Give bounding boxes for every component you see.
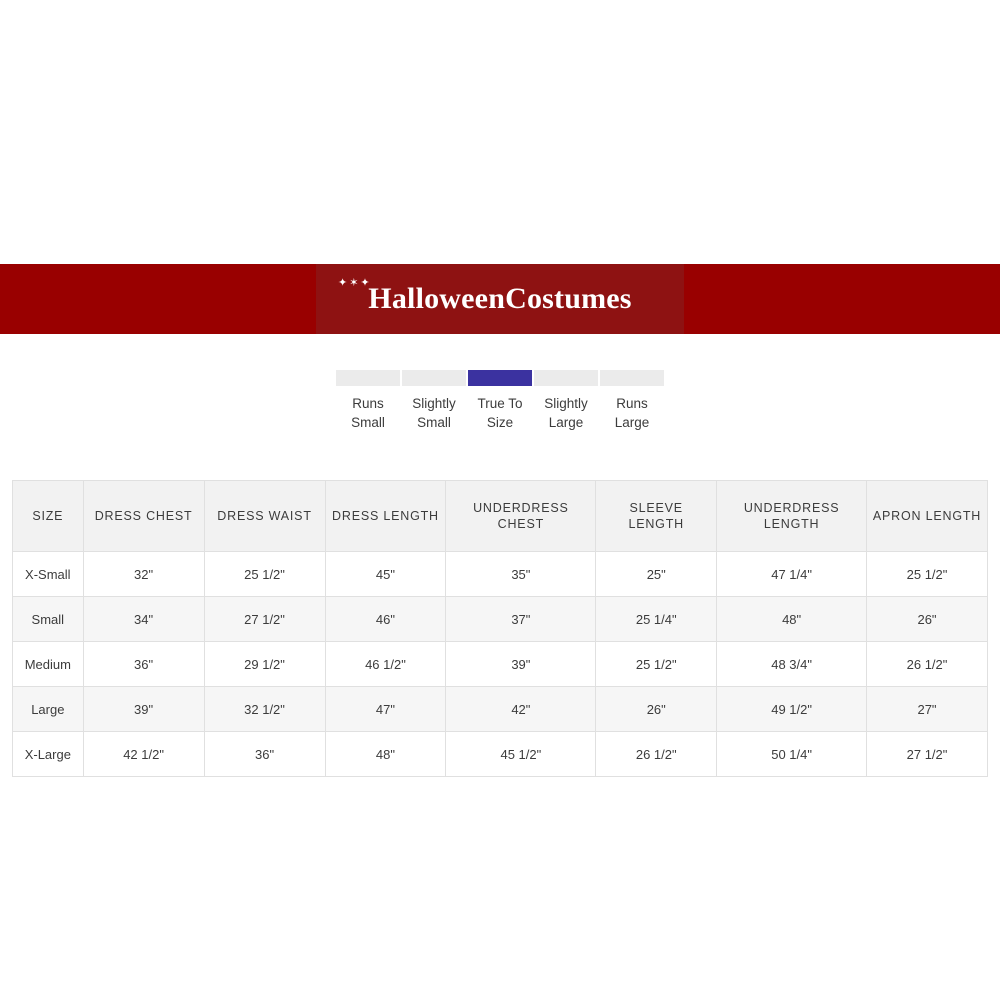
size-chart-head — [13, 481, 988, 552]
fit-scale-label-true-to-size: True To Size — [477, 396, 523, 430]
cell-underdress-length: 50 1/4" — [717, 732, 867, 777]
cell-size: Small — [13, 597, 84, 642]
fit-scale-bar-slightly-large — [534, 370, 598, 386]
table-row — [13, 552, 988, 597]
column-header-sleeve-length: SLEEVE LENGTH — [596, 481, 717, 552]
table-row — [13, 732, 988, 777]
column-header-underdress-chest: UNDERDRESS CHEST — [446, 481, 596, 552]
cell-underdress-chest: 42" — [446, 687, 596, 732]
cell-size: X-Small — [13, 552, 84, 597]
brand-banner — [0, 264, 1000, 334]
cell-size: X-Large — [13, 732, 84, 777]
cell-underdress-chest: 45 1/2" — [446, 732, 596, 777]
table-row — [13, 687, 988, 732]
cell-sleeve-length: 25" — [596, 552, 717, 597]
cell-sleeve-length: 26" — [596, 687, 717, 732]
fit-scale-labels — [336, 394, 666, 432]
table-row — [13, 597, 988, 642]
cell-dress-waist: 36" — [204, 732, 325, 777]
fit-scale-bar-runs-small — [336, 370, 400, 386]
cell-underdress-length: 49 1/2" — [717, 687, 867, 732]
cell-apron-length: 25 1/2" — [867, 552, 988, 597]
size-chart-body — [13, 552, 988, 777]
fit-scale-label-slightly-small: Slightly Small — [412, 396, 456, 430]
cell-sleeve-length: 25 1/2" — [596, 642, 717, 687]
cell-dress-chest: 39" — [83, 687, 204, 732]
fit-scale-bars — [336, 370, 666, 386]
cell-underdress-chest: 35" — [446, 552, 596, 597]
cell-sleeve-length: 26 1/2" — [596, 732, 717, 777]
fit-scale-label-runs-small: Runs Small — [351, 396, 385, 430]
cell-dress-length: 46 1/2" — [325, 642, 446, 687]
cell-underdress-length: 47 1/4" — [717, 552, 867, 597]
cell-apron-length: 26" — [867, 597, 988, 642]
cell-dress-chest: 36" — [83, 642, 204, 687]
cell-dress-waist: 27 1/2" — [204, 597, 325, 642]
cell-underdress-chest: 37" — [446, 597, 596, 642]
cell-apron-length: 26 1/2" — [867, 642, 988, 687]
cell-size: Medium — [13, 642, 84, 687]
column-header-dress-waist: DRESS WAIST — [204, 481, 325, 552]
cell-dress-length: 45" — [325, 552, 446, 597]
table-header-row — [13, 481, 988, 552]
cell-dress-length: 46" — [325, 597, 446, 642]
fit-scale-bar-runs-large — [600, 370, 664, 386]
cell-apron-length: 27 1/2" — [867, 732, 988, 777]
cell-dress-waist: 25 1/2" — [204, 552, 325, 597]
fit-scale — [336, 370, 666, 432]
cell-apron-length: 27" — [867, 687, 988, 732]
column-header-dress-chest: DRESS CHEST — [83, 481, 204, 552]
brand-logo-text: HalloweenCostumes — [368, 282, 632, 315]
cell-sleeve-length: 25 1/4" — [596, 597, 717, 642]
cell-underdress-length: 48" — [717, 597, 867, 642]
cell-underdress-length: 48 3/4" — [717, 642, 867, 687]
fit-scale-label-slightly-large: Slightly Large — [544, 396, 588, 430]
cell-dress-waist: 29 1/2" — [204, 642, 325, 687]
sparkle-icon: ✦✶✦ — [338, 277, 372, 289]
cell-dress-waist: 32 1/2" — [204, 687, 325, 732]
cell-size: Large — [13, 687, 84, 732]
cell-dress-length: 48" — [325, 732, 446, 777]
brand-banner-inner — [316, 264, 684, 334]
fit-scale-bar-slightly-small — [402, 370, 466, 386]
fit-scale-label-runs-large: Runs Large — [614, 396, 650, 430]
cell-underdress-chest: 39" — [446, 642, 596, 687]
fit-scale-bar-true-to-size — [468, 370, 532, 386]
cell-dress-chest: 42 1/2" — [83, 732, 204, 777]
cell-dress-chest: 34" — [83, 597, 204, 642]
column-header-dress-length: DRESS LENGTH — [325, 481, 446, 552]
table-row — [13, 642, 988, 687]
cell-dress-chest: 32" — [83, 552, 204, 597]
column-header-size: SIZE — [13, 481, 84, 552]
column-header-underdress-length: UNDERDRESS LENGTH — [717, 481, 867, 552]
size-chart-table — [12, 480, 988, 777]
column-header-apron-length: APRON LENGTH — [867, 481, 988, 552]
cell-dress-length: 47" — [325, 687, 446, 732]
